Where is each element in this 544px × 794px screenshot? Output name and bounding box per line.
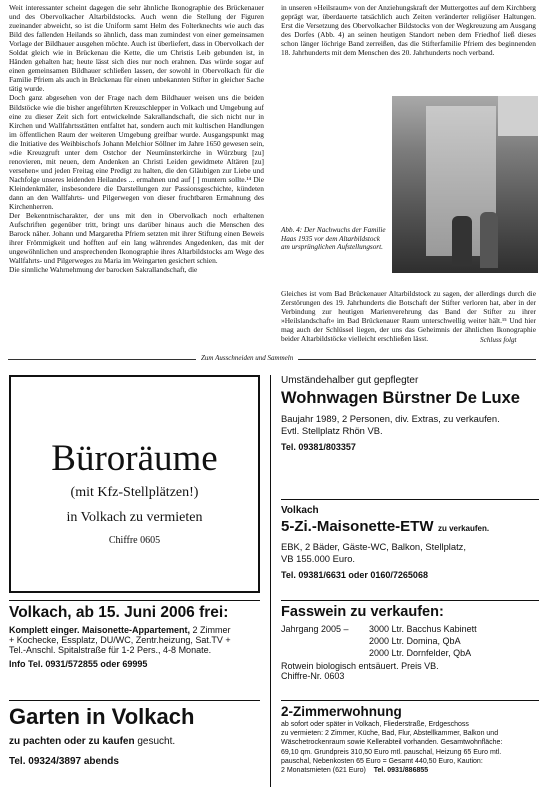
ad-subtitle: (mit Kfz-Stellplätzen!) [70,485,199,500]
ad-text: Baujahr 1989, 2 Personen, div. Extras, zu verkaufen. [281,413,500,424]
ad-fasswein [281,604,539,681]
ad-text-row [9,625,267,635]
ad-title: Volkach, ab 15. Juni 2006 frei: [9,604,229,621]
wine-row [369,623,477,635]
ad-chiffre: Chiffre-Nr. 0603 [281,671,345,681]
ad-title: 2-Zimmerwohnung [281,704,402,719]
ad-title: Fasswein zu verkaufen: [281,604,444,620]
ad-location: in Volkach zu vermieten [66,510,203,525]
ad-text: pauschal, Nebenkosten 65 Euro = Gesamt 440,50 Euro, Kaution: [281,757,483,765]
ad-intro: Umständehalber gut gepflegter [281,375,419,386]
wine-name: Domina, QbA [406,636,461,646]
ad-separator [281,499,539,500]
ad-chiffre: Chiffre 0605 [108,535,161,546]
ad-phone: Tel. 09381/803357 [281,442,356,452]
ad-text: 2 Monatsmieten (621 Euro) [281,767,366,775]
ad-title-suffix: zu verkaufen. [437,524,490,533]
article-column-left [9,3,264,274]
ad-title-row [281,518,539,536]
ad-text: ab sofort oder später in Volkach, Fliederstraße, Erdgeschoss [281,721,469,728]
ad-wohnwagen [281,375,539,452]
paragraph: Gleiches ist vom Bad Brückenauer Altarbildstock zu sagen, der allerdings durch die Zerstörungen des 19. Jahrhunderts die Botschaft der Stifter verloren hat, aber in der Verbindung zur heutigen Marienverehrung das Band der Stifter zu ihrer »Heilslandschaft« im Bad Brückenauer Raum unterschwellig weiter hält.¹⁵ Und hier mag auch der Schlüssel liegen, der uns das Geheimnis der ähnlichen Ikonographie beider Altarbildstöcke vielleicht erschließen lässt. [281,289,536,344]
ad-text-row [281,766,539,775]
paragraph: in unseren »Heilsraum« von der Anziehungskraft der Muttergottes auf dem Kirchberg geprägt war, überdauerte tatsächlich auch Zeiten veränderter religiöser Haltungen. Erst die Versetzung des Obervolkacher Bildstocks von der Wegkreuzung am Ausgang des Dorfes (Abb. 4) an seinen heutigen Standort neben dem Friedhof ließ dieses schon länger löchrige Band zerreißen, das die Stifterfamilie Pfriem des beginnenden 18. Jahrhunderts mit dem Menschen des 20. Jahrhunderts noch verband. [281,3,536,58]
paragraph: Weit interessanter scheint dagegen die sehr ähnliche Ikonographie des Brückenauer und des Obervolkacher Altarbildstocks. Auch wenn die Stellung der Figuren zueinander abweicht, so ist die Uniform samt Helm des Folterknechts wie auch das Bild des fallenden Heilands so ähnlich, dass man zumindest von einer gemeinsamen Vorlage der Bildhauer ausgehen möchte. Auch ist überliefert, dass in Obervolkach der Soldat gleich wie in Brückenau die Kette, die um Christis Leib gebunden ist, in Händen gehalten hat; heute lässt sich dies nur noch erahnen. Das würde sogar auf einen gemeinsamen Bildhauer schließen lassen, der sowohl in Obervolkach für die Familie Pfriem als auch in Brückenau für einen unbekannten Stifter in gleicher Sache tätig wurde. [9,3,264,94]
ad-text-bold: Komplett einger. Maisonette-Appartement, [9,625,191,635]
ad-text: zu vermieten: 2 Zimmer, Küche, Bad, Flur, Abstellkammer, Balkon und [281,730,499,738]
article-column-right [281,3,536,57]
wine-name: Dornfelder, QbA [406,648,472,658]
photo-child-left [452,216,472,266]
ad-text: 2 Zimmer [190,625,231,635]
ad-text: gesucht. [134,736,176,747]
ad-bueroraeume [9,375,260,593]
ad-separator [281,600,539,601]
paragraph: Doch ganz abgesehen von der Frage nach dem Bildhauer weisen uns die beiden Bildstöcke wie die bisher angeführten Kreuzschlepper in Volkach und Umgebung auf eine zu dieser Zeit sich fort entwickelnde Sakrallandschaft, die sich nicht nur in Kirchen und Wallfahrtsstätten entfaltet hat, sondern auch mit kultischen Handlungen im öffentlichen Raum der weiteren Umgebung greifbar wurde. Ausgangspunkt mag die Initiative des Weihbischofs Johann Melchior Söllner im Jahre 1650 gewesen sein, »die Kreuzgruft unter dem Ostchor der Neumünsterkirche in Würzburg [zu] renovieren, mit neuen, dem Andenken an Christi Leiden gewidmete Altären [zu] versehen« und jeden Freitag eine Predigt zu halten, die den Gläubigen zur Liebe und Nachfolge unseres leidenden Heilandes ... ermahnen und auf [ ] muntern sollte.¹⁴ Die Kleindenkmäler, insbesondere die Darstellungen zur Passionsgeschichte, kündeten dann an den Wallfahrts- und Pilgerwegen von dieser fruchtbaren Ermahnung des Kirchenherren. [9,93,264,212]
ad-text: Wäschetrockenraum sowie Kellerabteil vorhanden. Gesamtwohnfläche: [281,739,503,747]
wine-year: Jahrgang 2005 – [281,624,349,634]
wine-row [369,635,461,647]
ad-text: + Kochecke, Essplatz, DU/WC, Zentr.heizung, Sat.TV + [9,635,231,645]
paragraph: Der Bekenntnischarakter, der uns mit den in Obervolkach noch erhaltenen Aufschriften gegenüber tritt, bringt uns darüber hinaus auch die Menschen des Barock näher. Johann und Margaretha Pfriem setzten mit ihrer Stiftung einen Beweis ihrer Frömmigkeit und hofften auf ein lang währendes Angedenken, das mit der ungewöhnlichen und ansprechenden Ikonographie ihres Altarbildstocks am Wege des Wallfahrts- und Pilgerweges zu Maria im Weingarten gesichert schien. [9,211,264,266]
photo-caption: Abb. 4: Der Nachwuchs der Familie Haas 1935 vor dem Altarbildstock am ursprünglichen Aufstellungsort. [281,226,386,252]
ad-text: EBK, 2 Bäder, Gäste-WC, Balkon, Stellplatz, [281,541,466,552]
wine-table [281,623,539,661]
ad-garten [9,704,267,767]
ad-text: Evtl. Stellplatz Rhön VB. [281,425,383,436]
ad-phone: Tel. 0931/886855 [373,767,429,775]
ad-phone: Info Tel. 0931/572855 oder 69995 [9,659,148,669]
ad-title: Garten in Volkach [9,704,195,729]
wine-qty: 3000 Ltr. [369,624,405,634]
continued-note: Schluss folgt [480,336,517,344]
ad-separator [9,700,260,701]
ad-zweizimmerwohnung [281,704,539,775]
ads-separator [270,375,271,787]
ad-place: Volkach [281,505,319,516]
cut-line-label: Zum Ausschneiden und Sammeln [196,354,298,362]
ad-phone: Tel. 09324/3897 abends [9,756,119,767]
ad-phone: Tel. 09381/6631 oder 0160/7265068 [281,570,428,580]
ad-separator [281,700,539,701]
wine-qty: 2000 Ltr. [369,648,405,658]
ad-maisonette [281,505,539,580]
ad-text: VB 155.000 Euro. [281,553,356,564]
historic-photo [392,96,538,273]
ad-text: 69,10 qm. Grundpreis 310,50 Euro mtl. pauschal, Heizung 65 Euro mtl. [281,748,502,756]
ad-text-row [9,736,267,747]
ad-text: Tel.-Anschl. Spitalstraße für 1-2 Pers., 4-8 Monate. [9,645,212,655]
ad-text-bold: zu pachten oder zu kaufen [9,736,135,747]
ad-title: 5-Zi.-Maisonette-ETW [281,518,434,535]
wine-qty: 2000 Ltr. [369,636,405,646]
ad-text: Rotwein biologisch entsäuert. Preis VB. [281,661,439,671]
wine-row [369,647,471,659]
ad-volkach-appartement [9,604,267,669]
ad-title: Büroräume [51,438,218,479]
paragraph: Die sinnliche Wahrnehmung der barocken Sakrallandschaft, die [9,265,198,275]
wine-name: Bacchus Kabinett [406,624,477,634]
photo-child-right [480,212,498,268]
ad-title: Wohnwagen Bürstner De Luxe [281,389,520,407]
ad-separator [9,600,260,601]
photo-sky [498,96,538,136]
